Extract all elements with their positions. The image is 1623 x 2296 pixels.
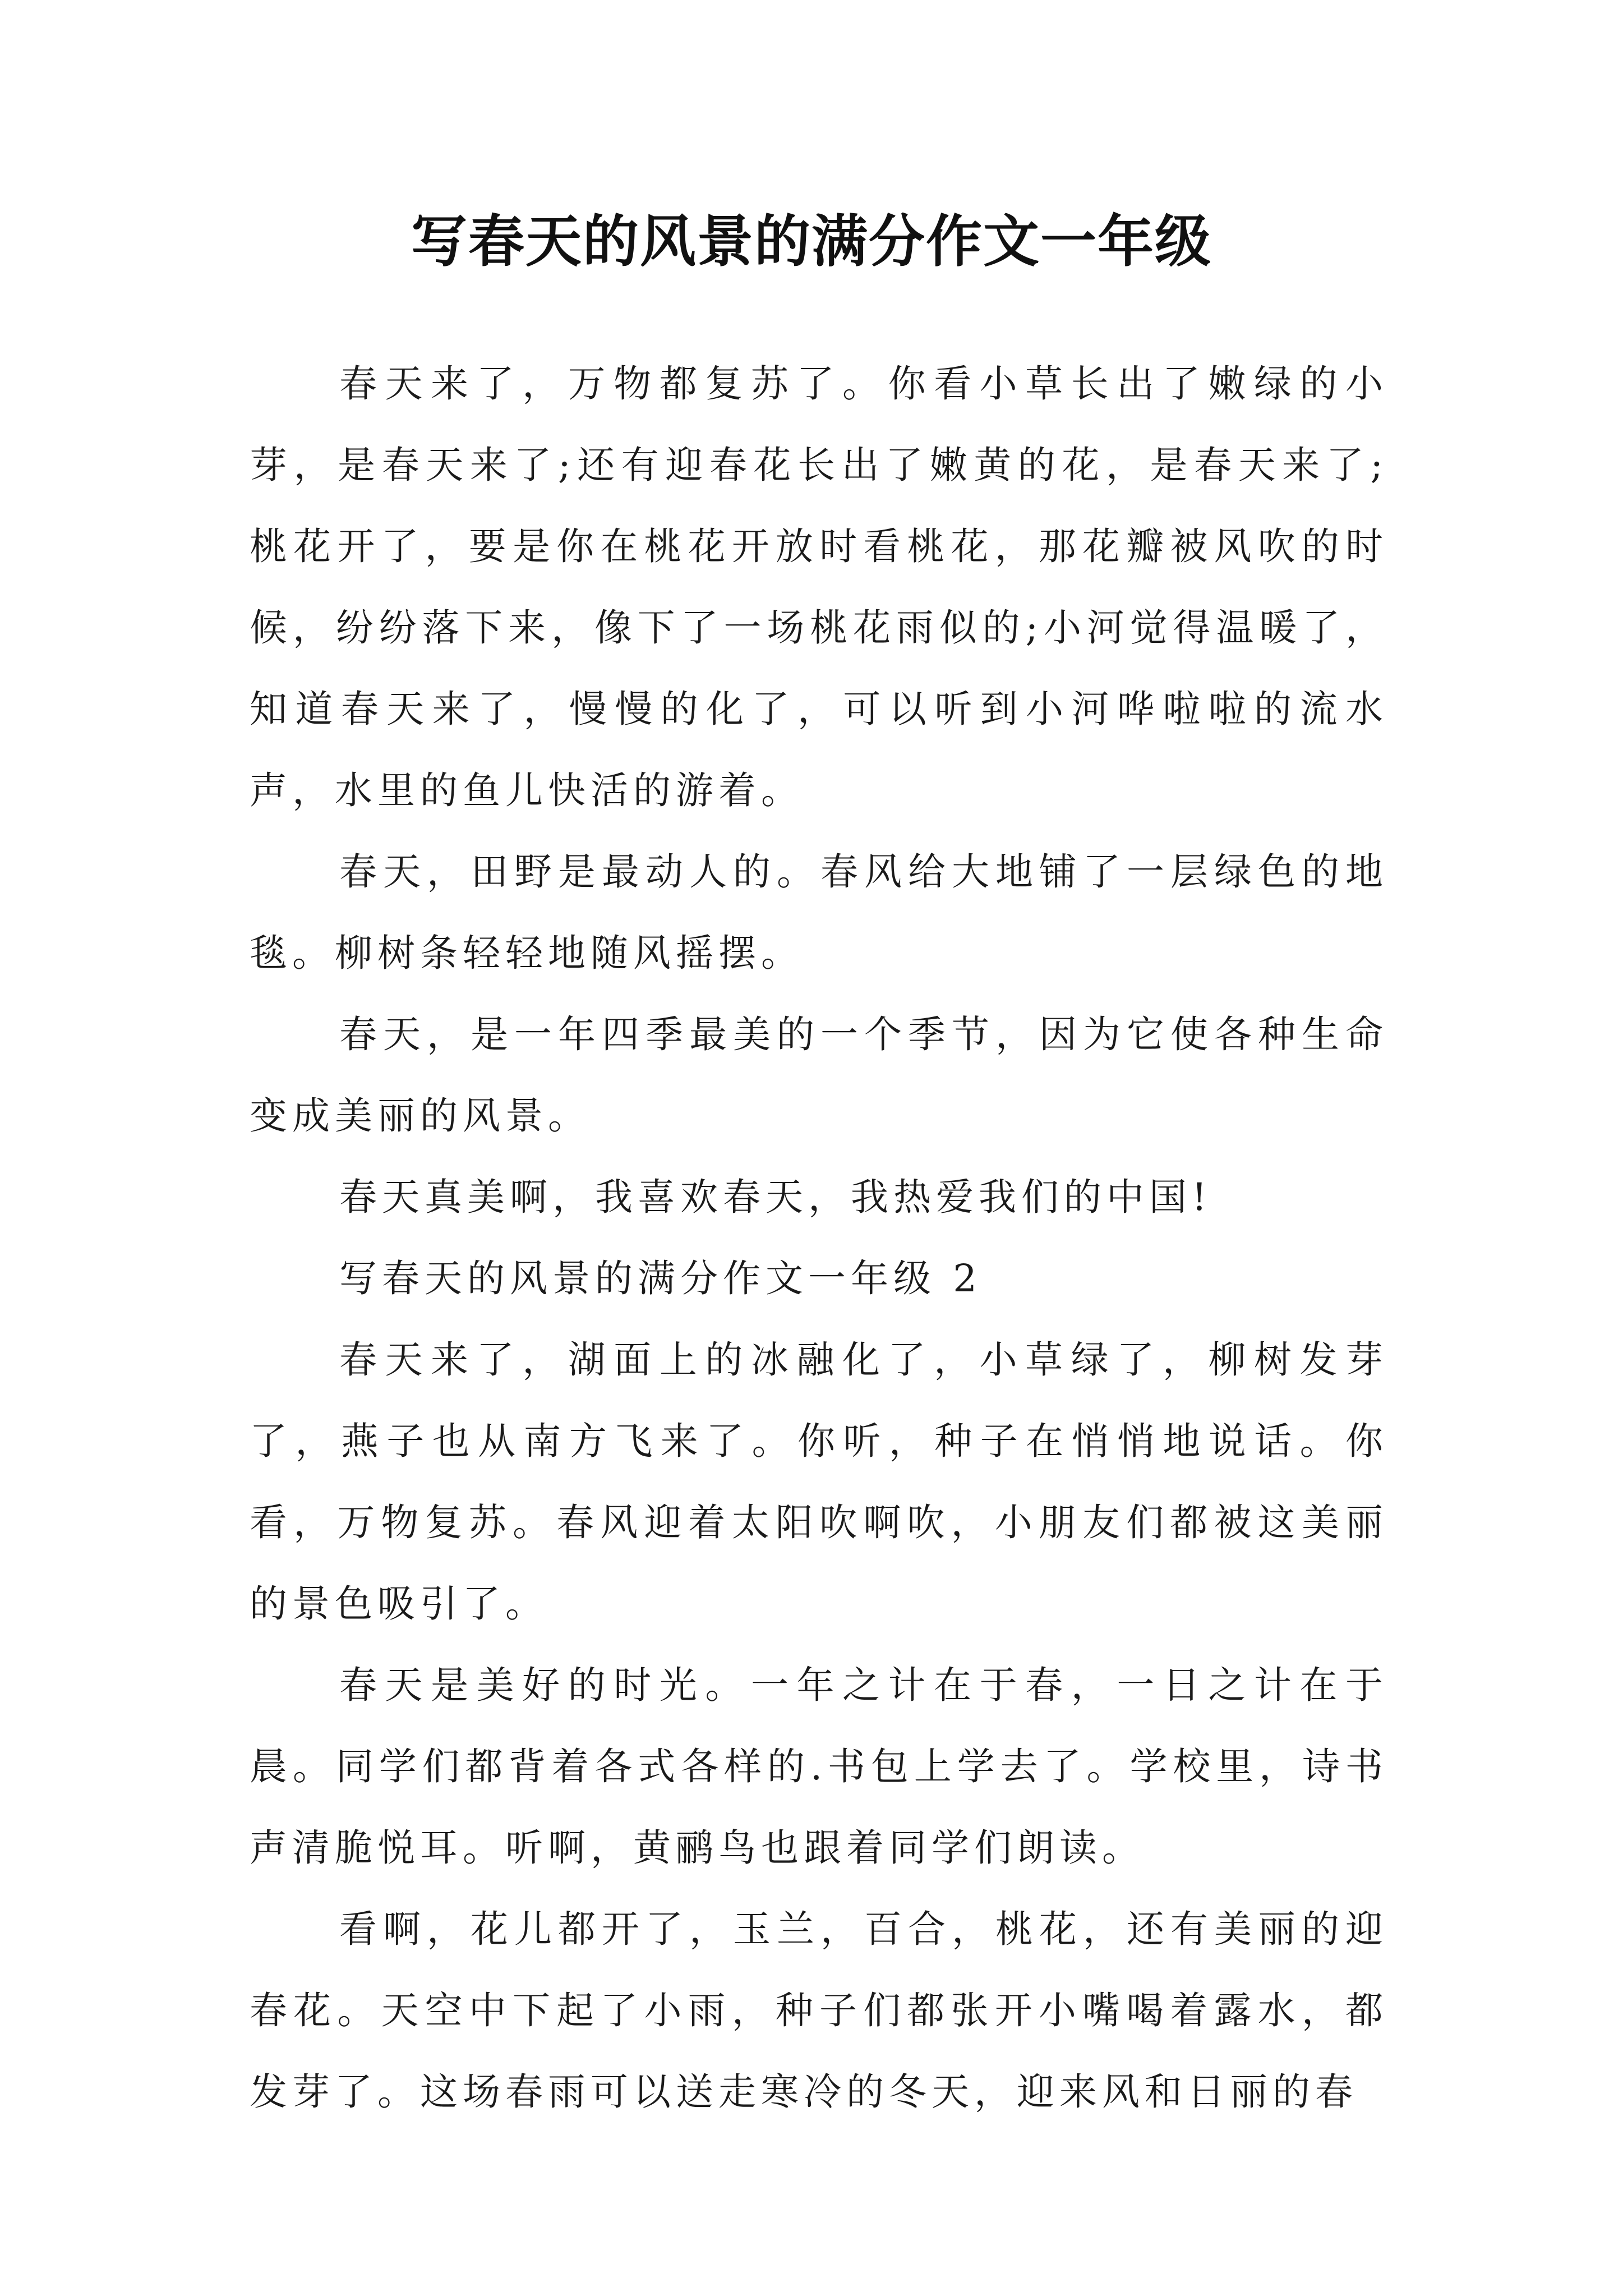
paragraph: 春天来了，万物都复苏了。你看小草长出了嫩绿的小芽，是春天来了;还有迎春花长出了嫩黄的花，是春天来了;桃花开了，要是你在桃花开放时看桃花，那花瓣被风吹的时候，纷纷落下来，像下了一场桃花雨似的;小河觉得温暖了，知道春天来了，慢慢的化了，可以听到小河哗啦啦的流水声，水里的鱼儿快活的游着。 — [250, 362, 1388, 812]
document-title: 写春天的风景的满分作文一年级 — [411, 208, 1212, 274]
paragraph: 春天是美好的时光。一年之计在于春，一日之计在于晨。同学们都背着各式各样的.书包上学去了。学校里，诗书声清脆悦耳。听啊，黄鹂鸟也跟着同学们朗读。 — [250, 1663, 1388, 1870]
section-heading: 写春天的风景的满分作文一年级 2 — [339, 1257, 982, 1300]
paragraph: 看啊，花儿都开了，玉兰，百合，桃花，还有美丽的迎春花。天空中下起了小雨，种子们都张开小嘴喝着露水，都发芽了。这场春雨可以送走寒冷的冬天，迎来风和日丽的春 — [250, 1907, 1388, 2114]
paragraph: 春天，是一年四季最美的一个季节，因为它使各种生命变成美丽的风景。 — [250, 1013, 1388, 1138]
paragraph: 春天真美啊，我喜欢春天，我热爱我们的中国! — [339, 1175, 1212, 1219]
document-body — [250, 343, 1388, 2133]
paragraph: 春天来了，湖面上的冰融化了，小草绿了，柳树发芽了，燕子也从南方飞来了。你听，种子在悄悄地说话。你看，万物复苏。春风迎着太阳吹啊吹，小朋友们都被这美丽的景色吸引了。 — [250, 1338, 1388, 1626]
paragraph: 春天，田野是最动人的。春风给大地铺了一层绿色的地毯。柳树条轻轻地随风摇摆。 — [250, 850, 1388, 975]
